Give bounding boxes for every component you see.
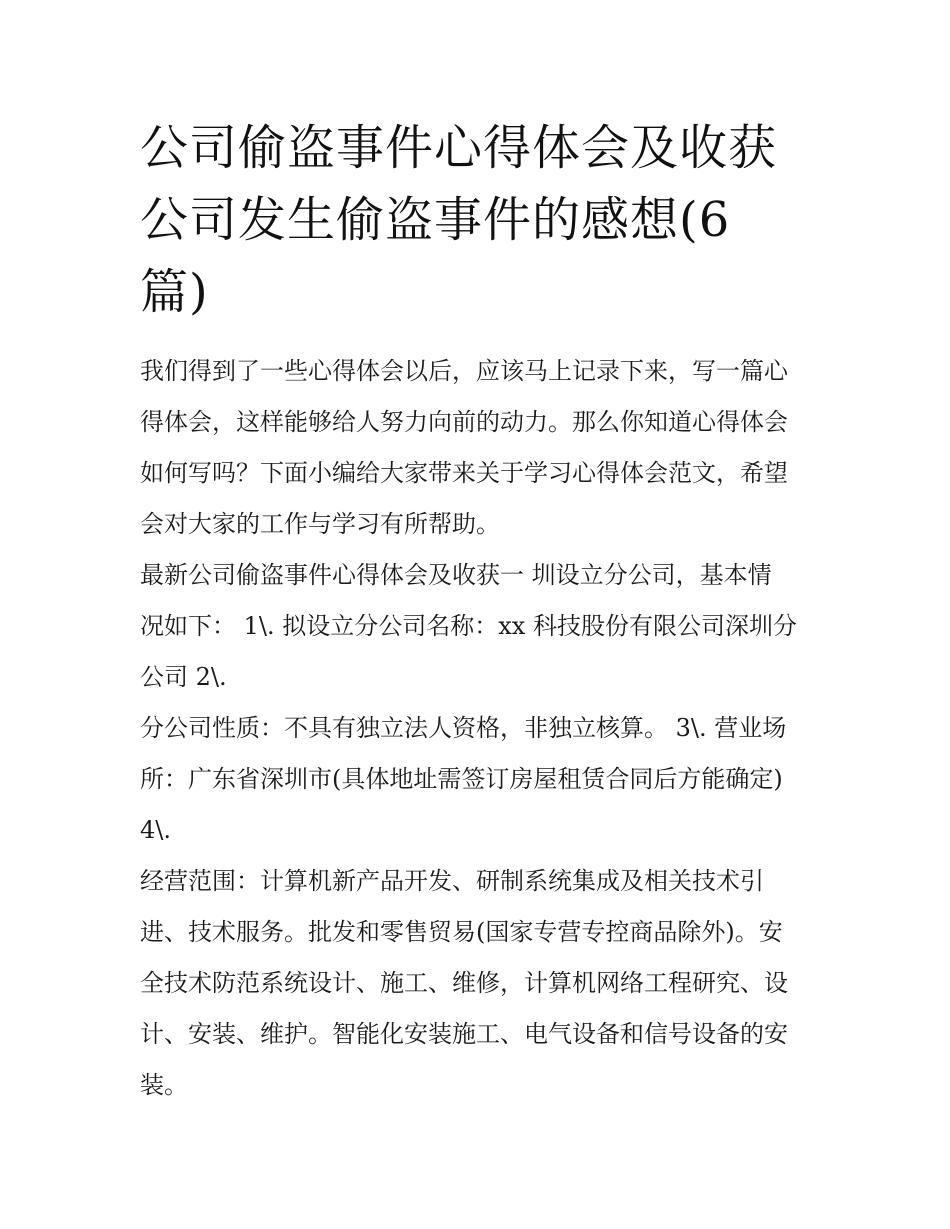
- paragraph-branch-nature: [140, 703, 812, 856]
- paragraph-line: 装。: [140, 1071, 188, 1099]
- paragraph-line: 全技术防范系统设计、施工、维修，计算机网络工程研究、设: [140, 969, 788, 997]
- paragraph-line: 计、安装、维护。智能化安装施工、电气设备和信号设备的安: [140, 1020, 788, 1048]
- paragraph-line: 4\.: [140, 816, 171, 844]
- title-line-2: 公司发生偷盗事件的感想(6: [140, 192, 731, 248]
- paragraph-branch-info: [140, 550, 812, 703]
- paragraph-line: 如何写吗？下面小编给大家带来关于学习心得体会范文，希望: [140, 459, 788, 487]
- paragraph-line: 最新公司偷盗事件心得体会及收获一 圳设立分公司，基本情: [140, 561, 772, 589]
- title-line-3: 篇): [140, 264, 209, 320]
- paragraph-line: 会对大家的工作与学习有所帮助。: [140, 510, 500, 538]
- paragraph-line: 况如下： 1\. 拟设立分公司名称：xx 科技股份有限公司深圳分: [140, 612, 797, 640]
- paragraph-intro: [140, 346, 812, 550]
- paragraph-line: 进、技术服务。批发和零售贸易(国家专营专控商品除外)。安: [140, 918, 783, 946]
- paragraph-line: 我们得到了一些心得体会以后，应该马上记录下来，写一篇心: [140, 357, 788, 385]
- document-title: [140, 112, 812, 328]
- paragraph-line: 经营范围：计算机新产品开发、研制系统集成及相关技术引: [140, 867, 764, 895]
- paragraph-business-scope: [140, 856, 812, 1111]
- paragraph-line: 公司 2\.: [140, 663, 227, 691]
- paragraph-line: 得体会，这样能够给人努力向前的动力。那么你知道心得体会: [140, 408, 788, 436]
- paragraph-line: 分公司性质：不具有独立法人资格，非独立核算。 3\. 营业场: [140, 714, 787, 742]
- document-page: [140, 112, 812, 1111]
- title-line-1: 公司偷盗事件心得体会及收获: [140, 120, 778, 176]
- paragraph-line: 所：广东省深圳市(具体地址需签订房屋租赁合同后方能确定): [140, 765, 783, 793]
